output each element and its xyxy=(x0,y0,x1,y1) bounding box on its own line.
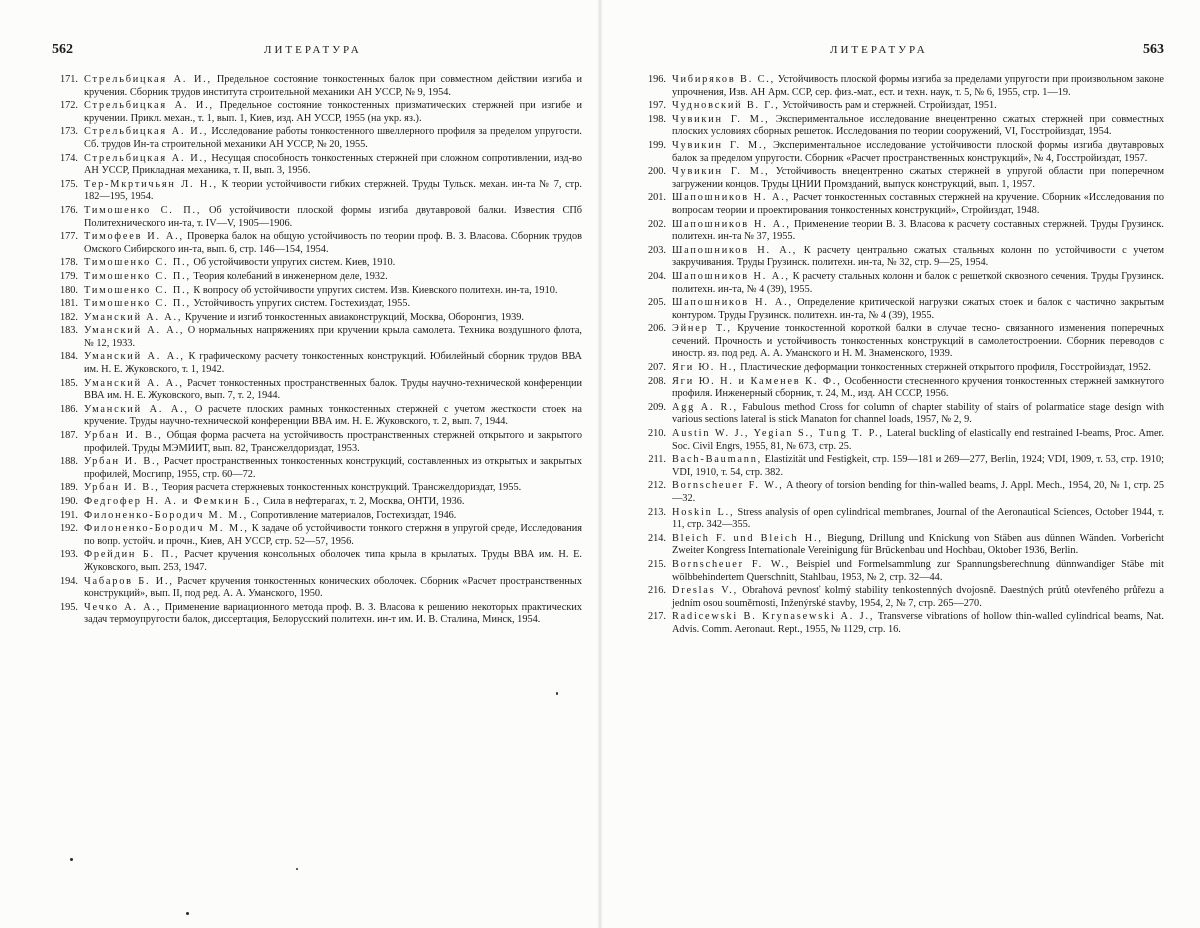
reference-text: Теория колебаний в инженерном деле, 1932. xyxy=(190,270,388,282)
reference-entry xyxy=(52,602,582,627)
reference-entry xyxy=(640,114,1164,139)
reference-author: Чудновский В. Г., xyxy=(672,100,780,112)
reference-entry xyxy=(52,576,582,601)
reference-author: Hoskin L., xyxy=(672,506,735,518)
reference-number: 183. xyxy=(59,325,78,337)
reference-number: 185. xyxy=(59,377,78,389)
reference-number: 171. xyxy=(59,74,78,85)
reference-number: 173. xyxy=(59,126,78,138)
reference-number: 206. xyxy=(647,323,666,335)
reference-text: Экспериментальное исследование устойчивости плоской формы изгиба двутавровых балок за пределом упругости. Сборник «Расчет пространственных конструкций», № 4, Госстройиздат, 1957. xyxy=(672,139,1164,164)
reference-number: 184. xyxy=(59,351,78,363)
reference-text: Об устойчивости упругих систем. Киев, 1910. xyxy=(190,257,396,269)
reference-text: Предельное состояние тонкостенных балок при совместном действии изгиба и кручения. Сборник трудов института строительной механики АН УССР, № 9, 1954. xyxy=(84,74,582,98)
reference-number: 191. xyxy=(59,509,78,521)
reference-author: Стрельбицкая А. И., xyxy=(84,126,209,138)
reference-entry xyxy=(52,100,582,125)
reference-author: Чечко А. А., xyxy=(84,601,162,613)
reference-author: Шапошников Н. А., xyxy=(672,270,790,282)
reference-text: Устойчивость упругих систем. Гостехиздат, 1955. xyxy=(190,298,411,310)
print-speck xyxy=(70,858,73,861)
reference-entry xyxy=(640,480,1164,505)
reference-number: 180. xyxy=(59,284,78,296)
print-speck xyxy=(186,912,189,915)
reference-text: О нормальных напряжениях при кручении крыла самолета. Техника воздушного флота, № 12, 1933. xyxy=(84,325,582,349)
reference-entry xyxy=(640,611,1164,636)
reference-author: Филоненко-Бородич М. М., xyxy=(84,509,248,521)
reference-entry xyxy=(52,523,582,548)
reference-author: Уманский А. А., xyxy=(84,311,183,323)
reference-entry xyxy=(52,549,582,574)
reference-entry xyxy=(640,74,1164,99)
reference-number: 172. xyxy=(59,100,78,112)
reference-number: 176. xyxy=(59,204,78,216)
reference-author: Тимошенко С. П., xyxy=(84,284,191,296)
left-running-head xyxy=(52,42,582,66)
reference-author: Уманский А. А., xyxy=(84,377,184,389)
reference-text: Elastizität und Festigkeit, стр. 159—181 и 269—277, Berlin, 1924; VDI, 1909, т. 53, стр. 1910; VDI, 1910, т. 54, стр. 382. xyxy=(672,454,1164,478)
reference-author: Тимошенко С. П., xyxy=(84,270,191,282)
reference-author: Bleich F. und Bleich H., xyxy=(672,532,823,544)
reference-text: Beispiel und Formelsammlung zur Spannungsberechnung dünnwandiger Stäbe mit wölbbehindertem Querschnitt, Stahlbau, 1953, № 2, стр. 32—44. xyxy=(672,558,1164,583)
left-page xyxy=(52,42,582,902)
reference-text: Применение вариационного метода проф. В. З. Власова к решению некоторых практических задач термоупругости балок, диссертация, Белорусский политехн. ин-т им. И. В. Сталина, Минск, 1954. xyxy=(84,601,582,626)
reference-number: 216. xyxy=(647,585,666,597)
reference-author: Стрельбицкая А. И., xyxy=(84,152,209,164)
reference-number: 195. xyxy=(59,601,78,613)
reference-text: Пластические деформации тонкостенных стержней открытого профиля, Госстройиздат, 1952. xyxy=(737,362,1151,374)
reference-number: 193. xyxy=(59,549,78,561)
reference-number: 198. xyxy=(647,113,666,125)
reference-entry xyxy=(640,454,1164,479)
reference-text: Несущая способность тонкостенных стержней при сложном сопротивлении, изд-во АН УССР, Прикладная механика, т. II, вып. 3, 1956. xyxy=(84,152,582,177)
reference-entry xyxy=(52,285,582,298)
reference-author: Яги Ю. Н., xyxy=(672,362,738,374)
reference-author: Урбан И. В., xyxy=(84,482,160,494)
reference-entry xyxy=(52,456,582,481)
reference-author: Чувикин Г. М., xyxy=(672,139,768,151)
reference-author: Чувикин Г. М., xyxy=(672,166,770,178)
reference-text: Предельное состояние тонкостенных призматических стержней при изгибе и кручении. Прикл. механ., т. 1, вып. 1, Киев, изд. АН УССР, 1955 (на укр. яз.). xyxy=(84,100,582,124)
reference-text: Теория расчета стержневых тонкостенных конструкций. Трансжелдориздат, 1955. xyxy=(159,482,522,494)
reference-author: Bornscheuer F. W., xyxy=(672,480,784,492)
reference-entry xyxy=(52,126,582,151)
reference-text: К графическому расчету тонкостенных конструкций. Юбилейный сборник трудов ВВА им. Н. Е. Жуковского, т. 1, 1942. xyxy=(84,351,582,376)
reference-author: Тимошенко С. П., xyxy=(84,257,191,269)
reference-entry xyxy=(52,496,582,509)
print-speck xyxy=(296,868,298,870)
reference-number: 199. xyxy=(647,139,666,151)
reference-entry xyxy=(52,351,582,376)
reference-author: Филоненко-Бородич М. М., xyxy=(84,523,249,535)
reference-author: Bach-Baumann, xyxy=(672,454,763,466)
reference-number: 175. xyxy=(59,178,78,190)
reference-number: 197. xyxy=(647,100,666,112)
reference-author: Тимошенко С. П., xyxy=(84,204,202,216)
reference-text: Сопротивление материалов, Гостехиздат, 1946. xyxy=(247,509,457,521)
left-page-number: 562 xyxy=(52,42,73,57)
reference-text: О расчете плоских рамных тонкостенных стержней с учетом жесткости стоек на кручение. Труды научно-технической конференции ВВА им. Н. Е. Жуковского, т. 2, вып. 7, 1944. xyxy=(84,403,582,428)
reference-entry xyxy=(640,507,1164,532)
reference-author: Уманский А. А., xyxy=(84,351,185,363)
reference-entry xyxy=(52,231,582,256)
reference-number: 188. xyxy=(59,456,78,468)
reference-number: 189. xyxy=(59,482,78,494)
reference-number: 190. xyxy=(59,496,78,507)
reference-entry xyxy=(640,323,1164,361)
reference-entry xyxy=(640,297,1164,322)
reference-author: Стрельбицкая А. И., xyxy=(84,74,212,85)
reference-author: Эйнер Т., xyxy=(672,323,732,335)
reference-number: 182. xyxy=(59,311,78,323)
reference-entry xyxy=(52,510,582,523)
reference-entry xyxy=(640,376,1164,401)
reference-author: Чибиряков В. С., xyxy=(672,74,775,85)
right-page-number: 563 xyxy=(1143,42,1164,57)
reference-author: Austin W. J., Yegian S., Tung T. P., xyxy=(672,428,884,440)
reference-text: Устойчивость внецентренно сжатых стержней в упругой области при поперечном загружении концов. Труды ЦНИИ Промзданий, выпуск конструкций, вып. 1, 1957. xyxy=(672,166,1164,190)
reference-author: Шапошников Н. А., xyxy=(672,244,798,256)
reference-text: Transverse vibrations of hollow thin-walled cylindrical beams, Nat. Advis. Comm. Aeronaut. Rept., 1955, № 1129, стр. 16. xyxy=(672,611,1164,635)
reference-entry xyxy=(640,192,1164,217)
reference-text: Сила в нефтерагах, т. 2, Москва, ОНТИ, 1936. xyxy=(260,496,465,507)
reference-number: 208. xyxy=(647,375,666,387)
reference-author: Тер-Мкртичьян Л. Н., xyxy=(84,178,218,190)
reference-text: A theory of torsion bending for thin-walled beams, J. Appl. Mech., 1954, 20, № 1, стр. 25—32. xyxy=(672,480,1164,504)
reference-entry xyxy=(52,430,582,455)
reference-text: К теории устойчивости гибких стержней. Труды Тульск. механ. ин-та № 7, стр. 182—195, 1954. xyxy=(84,178,582,203)
reference-text: К расчету стальных колонн и балок с решеткой сквозного сечения. Труды Грузинск. политехн. ин-та, № 4 (39), 1955. xyxy=(672,270,1164,295)
reference-entry xyxy=(52,257,582,270)
reference-author: Шапошников Н. А., xyxy=(672,218,791,230)
reference-entry xyxy=(52,325,582,350)
reference-text: Obrahová pevnosť kolmý stability tenkostenných dvojosně. Daestných prútů otevřeného průřezu a jedním osou souměrnosti, Inženýrské stavby, 1954, 2, № 7, стр. 265—270. xyxy=(672,585,1164,609)
reference-entry xyxy=(52,404,582,429)
reference-text: Применение теории В. З. Власова к расчету составных стержней. Труды Грузинск. политехн. ин-та № 37, 1955. xyxy=(672,218,1164,243)
reference-text: Stress analysis of open cylindrical membranes, Journal of the Aeronautical Sciences, October 1944, т. 11, стр. 342—355. xyxy=(672,506,1164,531)
reference-number: 215. xyxy=(647,558,666,570)
right-head-title: ЛИТЕРАТУРА xyxy=(830,44,928,56)
reference-entry xyxy=(640,362,1164,375)
reference-text: Кручение и изгиб тонкостенных авиаконструкций, Москва, Оборонгиз, 1939. xyxy=(182,311,524,323)
reference-number: 213. xyxy=(647,506,666,518)
reference-text: Расчет тонкостенных составных стержней на кручение. Сборник «Исследования по вопросам теории и проектирования тонкостенных конструкций», Стройиздат, 1948. xyxy=(672,192,1164,216)
reference-number: 194. xyxy=(59,575,78,587)
reference-text: Расчет тонкостенных пространственных балок. Труды научно-технической конференции ВВА им. Н. Е. Жуковского, вып. 7, т. 2, 1944. xyxy=(84,377,582,402)
reference-author: Agg A. R., xyxy=(672,401,738,413)
reference-entry xyxy=(52,179,582,204)
reference-number: 217. xyxy=(647,611,666,623)
reference-number: 177. xyxy=(59,231,78,243)
reference-author: Чабаров Б. И., xyxy=(84,575,174,587)
reference-number: 209. xyxy=(647,401,666,413)
reference-entry xyxy=(640,533,1164,558)
reference-number: 200. xyxy=(647,166,666,178)
reference-entry xyxy=(52,298,582,311)
right-page xyxy=(640,42,1164,902)
reference-text: Проверка балок на общую устойчивость по теории проф. В. З. Власова. Сборник трудов Омского Сибирского ин-та, вып. 6, стр. 146—154, 1954. xyxy=(84,231,582,255)
reference-author: Тимофеев И. А., xyxy=(84,231,184,243)
right-running-head xyxy=(640,42,1164,66)
reference-text: Общая форма расчета на устойчивость пространственных стержней открытого и закрытого профилей. Труды МЭМИИТ, вып. 82, Трансжелдориздат, 1953. xyxy=(84,430,582,454)
reference-author: Шапошников Н. А., xyxy=(672,192,791,204)
reference-entry xyxy=(640,402,1164,427)
reference-number: 179. xyxy=(59,270,78,282)
reference-text: Экспериментальное исследование внецентренно сжатых стержней при совместных плоских условиях сборных решеток. Исследования по теории сооружений, VI, Госстройиздат, 1954. xyxy=(672,113,1164,138)
reference-author: Radicewski B. Krynasewski A. J., xyxy=(672,611,875,623)
reference-number: 196. xyxy=(647,74,666,85)
reference-entry xyxy=(52,205,582,230)
reference-author: Чувикин Г. М., xyxy=(672,113,770,125)
reference-number: 192. xyxy=(59,523,78,535)
reference-entry xyxy=(52,74,582,99)
reference-text: К задаче об устойчивости тонкого стержня в упругой среде, Исследования по вопр. устойч. и прочн., Киев, АН УССР, стр. 52—57, 1956. xyxy=(84,523,582,547)
reference-number: 187. xyxy=(59,430,78,442)
print-speck xyxy=(556,692,558,695)
reference-text: Biegung, Drillung und Knickung von Stäben aus dünnen Wänden. Vorbericht Zweiter Kongress Internationale Vereinigung für Brückenbau und Hochbau, Oktober 1936, Berlin. xyxy=(672,532,1164,557)
reference-entry xyxy=(640,428,1164,453)
reference-text: Устойчивость плоской формы изгиба за пределами упругости при произвольном законе упрочнения, Изв. АН Арм. ССР, сер. физ.-мат., ест. и техн. наук, т. 5, № 6, 1955, стр. 1—19. xyxy=(672,74,1164,98)
reference-text: Расчет пространственных тонкостенных конструкций, составленных из открытых и закрытых профилей, Мосгипр, 1955, стр. 60—72. xyxy=(84,456,582,480)
reference-number: 201. xyxy=(647,192,666,204)
reference-author: Тимошенко С. П., xyxy=(84,298,191,310)
reference-number: 212. xyxy=(647,480,666,492)
reference-text: К вопросу об устойчивости упругих систем. Изв. Киевского политехн. ин-та, 1910. xyxy=(190,284,558,296)
reference-number: 211. xyxy=(648,454,666,466)
reference-author: Урбан И. В., xyxy=(84,456,161,468)
reference-author: Стрельбицкая А. И., xyxy=(84,100,214,112)
reference-entry xyxy=(640,271,1164,296)
reference-entry xyxy=(52,153,582,178)
reference-author: Федгофер Н. А. и Фемкин Б., xyxy=(84,496,261,507)
reference-number: 181. xyxy=(59,298,78,310)
reference-entry xyxy=(52,482,582,495)
left-reference-list xyxy=(52,74,582,627)
reference-text: Кручение тонкостенной короткой балки в случае тесно- связанного изменения поперечных сечений. Прочность и устойчивость тонкостенных конструкций в самолетостроении. Сборник переводов с иностр. яз. под ред. А. А. Уманского и Н. М. Знаменского, 1939. xyxy=(672,323,1164,360)
reference-number: 178. xyxy=(59,257,78,269)
reference-author: Уманский А. А., xyxy=(84,403,189,415)
reference-number: 186. xyxy=(59,403,78,415)
reference-entry xyxy=(640,100,1164,113)
reference-entry xyxy=(640,559,1164,584)
reference-text: Особенности стесненного кручения тонкостенных стержней замкнутого профиля. Инженерный сборник, т. 24, М., изд. АН СССР, 1956. xyxy=(672,375,1164,400)
reference-entry xyxy=(640,140,1164,165)
reference-text: К расчету центрально сжатых стальных колонн по устойчивости с учетом закручивания. Труды Грузинск. политехн. ин-та, № 32, стр. 9—25, 1954. xyxy=(672,244,1164,269)
reference-number: 204. xyxy=(647,270,666,282)
reference-entry xyxy=(640,219,1164,244)
reference-number: 205. xyxy=(647,297,666,309)
right-reference-list xyxy=(640,74,1164,637)
reference-number: 174. xyxy=(59,152,78,164)
reference-text: Fabulous method Cross for column of chapter stability of stairs of polarmatice stage design with various sections lateral is stick Manaton for channel loads, 1957, № 2, 9. xyxy=(672,401,1164,426)
reference-number: 207. xyxy=(647,362,666,374)
reference-text: Определение критической нагрузки сжатых стоек и балок с частично закрытым контуром. Труды Грузинск. политехн. ин-та, № 4 (39), 1955. xyxy=(672,297,1164,321)
reference-author: Урбан И. В., xyxy=(84,430,163,442)
reference-entry xyxy=(52,378,582,403)
reference-entry xyxy=(640,585,1164,610)
reference-text: Lateral buckling of elastically end restrained I-beams, Proc. Amer. Soc. Civil Engrs, 1955, 81, № 673, стр. 25. xyxy=(672,428,1164,452)
reference-text: Об устойчивости плоской формы изгиба двутавровой балки. Известия СПб Политехнического ин-та, т. IV—V, 1905—1906. xyxy=(84,204,582,229)
book-gutter xyxy=(598,0,602,928)
reference-number: 202. xyxy=(647,218,666,230)
reference-text: Устойчивость рам и стержней. Стройиздат, 1951. xyxy=(779,100,997,112)
reference-author: Bornscheuer F. W., xyxy=(672,558,791,570)
reference-number: 203. xyxy=(647,244,666,256)
reference-author: Dreslas V., xyxy=(672,585,738,597)
reference-number: 214. xyxy=(647,532,666,544)
reference-entry xyxy=(640,245,1164,270)
reference-text: Расчет кручения тонкостенных конических оболочек. Сборник «Расчет пространственных конструкций», вып. II, под ред. А. А. Уманского, 1950. xyxy=(84,575,582,600)
reference-author: Уманский А. А., xyxy=(84,325,185,337)
left-head-title: ЛИТЕРАТУРА xyxy=(264,44,362,56)
reference-entry xyxy=(52,312,582,325)
reference-author: Фрейдин Б. П., xyxy=(84,549,180,561)
reference-number: 210. xyxy=(647,428,666,440)
reference-author: Шапошников Н. А., xyxy=(672,297,793,309)
reference-author: Яги Ю. Н. и Каменев К. Ф., xyxy=(672,375,842,387)
reference-entry xyxy=(52,271,582,284)
reference-text: Исследование работы тонкостенного швеллерного профиля за пределом упругости. Сб. трудов Ин-та строительной механики АН УССР, № 20, 1955. xyxy=(84,126,582,150)
reference-entry xyxy=(640,166,1164,191)
reference-text: Расчет кручения консольных оболочек типа крыла в крылатых. Труды ВВА им. Н. Е. Жуковского, вып. 253, 1947. xyxy=(84,549,582,573)
